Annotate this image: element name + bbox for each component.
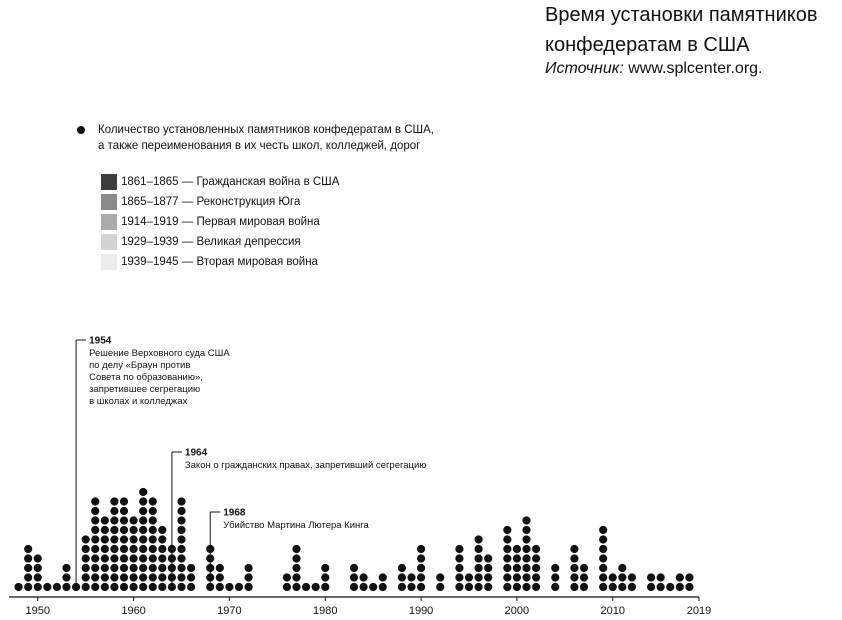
monument-dot [513, 573, 521, 581]
monument-dot [168, 545, 176, 553]
monument-dot [34, 554, 42, 562]
monument-dot [72, 583, 80, 591]
monument-dot [657, 573, 665, 581]
monument-dot [120, 526, 128, 534]
monument-dot [580, 573, 588, 581]
monument-dot [474, 583, 482, 591]
monument-dot [139, 554, 147, 562]
chart-title-line-1: Время установки памятников [545, 4, 818, 26]
chart-description-line-2: а также переименования в их честь школ, колледжей, дорог [98, 140, 421, 152]
monument-dot [647, 573, 655, 581]
monument-dot [91, 507, 99, 515]
monument-dot [34, 573, 42, 581]
monument-dot [436, 583, 444, 591]
legend-label: 1861–1865 — Гражданская война в США [121, 176, 340, 188]
monument-dot [177, 573, 185, 581]
annotation-year: 1968 [223, 507, 246, 519]
monument-dot [24, 554, 32, 562]
annotation-year: 1954 [89, 335, 112, 347]
monument-dot [120, 583, 128, 591]
monument-dot [101, 583, 109, 591]
monument-dot [168, 564, 176, 572]
monument-dot [110, 535, 118, 543]
monument-dot [599, 526, 607, 534]
monument-dot [676, 573, 684, 581]
monument-dot [216, 583, 224, 591]
monument-dot [158, 564, 166, 572]
monument-dot [522, 583, 530, 591]
monument-dot [532, 564, 540, 572]
monument-dot [292, 564, 300, 572]
monument-dot [149, 583, 157, 591]
monument-dot [599, 583, 607, 591]
monument-dot [82, 583, 90, 591]
monument-dot [685, 583, 693, 591]
monument-dot [474, 573, 482, 581]
monument-dot [139, 516, 147, 524]
monument-dot [110, 526, 118, 534]
monument-dot [120, 573, 128, 581]
monument-dot [139, 488, 147, 496]
monument-dot [666, 583, 674, 591]
x-axis-tick-label: 2010 [600, 605, 625, 617]
monument-dot [53, 583, 61, 591]
annotation-text: Убийство Мартина Лютера Кинга [223, 520, 369, 531]
monument-dot [149, 545, 157, 553]
x-axis-tick-label: 2000 [504, 605, 530, 617]
monument-dot [657, 583, 665, 591]
monument-dot [187, 573, 195, 581]
monument-dot [398, 583, 406, 591]
monument-dot [158, 554, 166, 562]
monument-dot [206, 564, 214, 572]
monument-dot [82, 573, 90, 581]
monument-dot [532, 573, 540, 581]
monument-dot [628, 573, 636, 581]
legend-label: 1914–1919 — Первая мировая война [121, 216, 320, 228]
monument-dot [532, 554, 540, 562]
monument-dot [43, 583, 51, 591]
monument-dot [628, 583, 636, 591]
monument-dot [407, 583, 415, 591]
x-axis-tick-label: 2019 [686, 605, 712, 617]
monument-dot [417, 554, 425, 562]
monument-dot [139, 573, 147, 581]
monument-dot [503, 583, 511, 591]
monument-dot [522, 554, 530, 562]
monument-dot [455, 554, 463, 562]
monument-dot [609, 583, 617, 591]
monument-dot [532, 545, 540, 553]
monument-dot [120, 507, 128, 515]
monument-dot [82, 554, 90, 562]
monument-dot [110, 516, 118, 524]
monument-dot [82, 535, 90, 543]
monument-dot [513, 554, 521, 562]
monument-dot [139, 526, 147, 534]
monument-dot [551, 573, 559, 581]
monument-dot [350, 564, 358, 572]
x-axis-tick-label: 1950 [25, 605, 50, 617]
monument-dot [580, 583, 588, 591]
monument-dot [139, 545, 147, 553]
monument-dot [503, 535, 511, 543]
monument-dot [522, 516, 530, 524]
monument-dot [455, 583, 463, 591]
monument-dot [455, 573, 463, 581]
source-value: www.splcenter.org. [628, 60, 763, 77]
monument-dot [321, 573, 329, 581]
annotation-text: Совета по образованию», [89, 372, 203, 383]
monument-dot [455, 545, 463, 553]
monument-dot [91, 497, 99, 505]
monument-dot [129, 554, 137, 562]
monument-dot [484, 564, 492, 572]
monument-dot [513, 583, 521, 591]
monument-dot [522, 573, 530, 581]
monument-dot [321, 583, 329, 591]
monument-dot [177, 554, 185, 562]
monument-dot [570, 564, 578, 572]
monument-dot [513, 564, 521, 572]
monument-dot [168, 583, 176, 591]
monument-dot [149, 507, 157, 515]
monument-dot [129, 516, 137, 524]
monument-dot [129, 545, 137, 553]
monument-dot [101, 545, 109, 553]
monument-dot [522, 535, 530, 543]
monument-dot [91, 583, 99, 591]
monument-dot [283, 583, 291, 591]
chart-title-line-2: конфедератам в США [545, 34, 750, 56]
monument-dot [465, 583, 473, 591]
monument-dot [283, 573, 291, 581]
annotation-text: запретившее сегрегацию [89, 384, 201, 395]
monument-dot [149, 564, 157, 572]
monument-dot [599, 573, 607, 581]
monument-dot [206, 583, 214, 591]
monument-dot [321, 564, 329, 572]
monument-dot [398, 564, 406, 572]
monument-dot [101, 573, 109, 581]
monument-dot [120, 497, 128, 505]
monument-dot [618, 573, 626, 581]
monument-dot [120, 545, 128, 553]
monument-dot [168, 554, 176, 562]
monument-dot [149, 497, 157, 505]
monument-dot [120, 516, 128, 524]
monument-dot [62, 573, 70, 581]
monument-dot [503, 545, 511, 553]
monument-dot [101, 516, 109, 524]
monument-dot [465, 573, 473, 581]
monument-dot [359, 583, 367, 591]
monument-dot [149, 573, 157, 581]
monument-dot [417, 573, 425, 581]
monument-dot [91, 564, 99, 572]
annotation-text: в школах и колледжах [89, 396, 188, 407]
annotation-text: Закон о гражданских правах, запретивший сегрегацию [184, 460, 427, 471]
monument-dot [216, 564, 224, 572]
monument-dot [503, 564, 511, 572]
monument-dot [359, 573, 367, 581]
monument-dot [62, 564, 70, 572]
monument-dot [34, 583, 42, 591]
monument-dot [91, 573, 99, 581]
monument-dot [129, 564, 137, 572]
monument-dot [149, 516, 157, 524]
monument-dot [91, 554, 99, 562]
monument-dot [522, 564, 530, 572]
monument-dot [91, 535, 99, 543]
monument-dot [110, 545, 118, 553]
legend-label: 1929–1939 — Великая депрессия [121, 236, 301, 248]
monument-dot [110, 564, 118, 572]
monument-dot [187, 583, 195, 591]
monument-dot [168, 573, 176, 581]
monument-dot [647, 583, 655, 591]
monument-dot [110, 573, 118, 581]
monument-dot [177, 526, 185, 534]
x-axis-tick-label: 1960 [121, 605, 146, 617]
monument-dot [129, 583, 137, 591]
monument-dot [312, 583, 320, 591]
monument-dot [484, 573, 492, 581]
monument-dot [91, 545, 99, 553]
monument-dot [379, 583, 387, 591]
monument-dot [503, 526, 511, 534]
monument-dot [177, 507, 185, 515]
monument-dot [82, 564, 90, 572]
chart-description-line-1: Количество установленных памятников конфедератам в США, [98, 124, 434, 136]
monument-dot [618, 564, 626, 572]
monument-dot [484, 554, 492, 562]
annotation-text: по делу «Браун против [89, 360, 191, 371]
monument-dot [599, 535, 607, 543]
monument-dot [398, 573, 406, 581]
monument-dot [206, 545, 214, 553]
monument-dot [244, 583, 252, 591]
monument-dot [551, 583, 559, 591]
monument-dot [417, 545, 425, 553]
x-axis-tick-label: 1990 [408, 605, 434, 617]
monument-dot [110, 554, 118, 562]
monument-dot [177, 535, 185, 543]
monument-dot [484, 583, 492, 591]
monument-dot [177, 497, 185, 505]
monument-dot [599, 554, 607, 562]
monument-dot [407, 573, 415, 581]
monument-dot [522, 545, 530, 553]
monument-dot [14, 583, 22, 591]
monument-dot [129, 535, 137, 543]
monument-dot [503, 554, 511, 562]
monument-dot [187, 564, 195, 572]
monument-dot [177, 545, 185, 553]
monument-dot [62, 583, 70, 591]
monument-dot [474, 564, 482, 572]
monument-dot [139, 497, 147, 505]
monument-dot [101, 554, 109, 562]
monument-dot [149, 535, 157, 543]
monument-dot [158, 573, 166, 581]
monument-dot [570, 583, 578, 591]
monument-dot [292, 545, 300, 553]
x-axis-tick-label: 1970 [217, 605, 242, 617]
monument-dot [129, 573, 137, 581]
monument-dot [139, 583, 147, 591]
monument-dot [379, 573, 387, 581]
monument-dot [24, 583, 32, 591]
monument-dot [24, 564, 32, 572]
monument-dot [609, 573, 617, 581]
monument-dot [436, 573, 444, 581]
monument-dot [455, 564, 463, 572]
monument-dot [139, 535, 147, 543]
monument-dot [570, 545, 578, 553]
monument-dot [110, 497, 118, 505]
monument-dot [685, 573, 693, 581]
monument-dot [34, 564, 42, 572]
monument-dot [120, 554, 128, 562]
monument-dot [177, 516, 185, 524]
monument-dot [522, 526, 530, 534]
monument-dot [292, 554, 300, 562]
monument-dot [91, 516, 99, 524]
monument-dot [149, 554, 157, 562]
monument-dot [101, 526, 109, 534]
source-label: Источник: [545, 60, 624, 77]
monument-dot [101, 535, 109, 543]
monument-dot [350, 573, 358, 581]
monument-dot [120, 535, 128, 543]
monument-dot [158, 583, 166, 591]
monument-dot [292, 573, 300, 581]
monument-dot [244, 573, 252, 581]
monument-dot [474, 545, 482, 553]
monument-dot [244, 564, 252, 572]
monument-dot [570, 573, 578, 581]
monument-dot [91, 526, 99, 534]
legend-label: 1865–1877 — Реконструкция Юга [121, 196, 301, 208]
monument-dot [206, 554, 214, 562]
monument-dot [503, 573, 511, 581]
legend-label: 1939–1945 — Вторая мировая война [121, 256, 318, 268]
monument-dot [177, 583, 185, 591]
monument-dot [513, 545, 521, 553]
x-axis-tick-label: 1980 [313, 605, 338, 617]
monument-dot [369, 583, 377, 591]
monument-dot [158, 545, 166, 553]
monument-dot [101, 564, 109, 572]
monument-dot [618, 583, 626, 591]
monument-dot [120, 564, 128, 572]
monument-dot [570, 554, 578, 562]
monument-dot [158, 526, 166, 534]
monument-dot [206, 573, 214, 581]
monument-dot [474, 535, 482, 543]
monument-dot [139, 564, 147, 572]
monument-dot [676, 583, 684, 591]
monument-dot [158, 535, 166, 543]
monument-dot [225, 583, 233, 591]
monument-dot [532, 583, 540, 591]
monument-dot [110, 583, 118, 591]
monument-dot [139, 507, 147, 515]
annotation-text: Решение Верховного суда США [89, 348, 230, 359]
monument-dot [350, 583, 358, 591]
annotation-year: 1964 [184, 447, 208, 459]
monument-dot [599, 545, 607, 553]
monument-dot [110, 507, 118, 515]
monument-dot [177, 564, 185, 572]
monument-dot [580, 564, 588, 572]
monument-dot [149, 526, 157, 534]
monument-dot [24, 545, 32, 553]
monument-dot [302, 583, 310, 591]
monument-dot [235, 583, 243, 591]
monument-dot [417, 583, 425, 591]
monument-dot [551, 564, 559, 572]
monument-dot [216, 573, 224, 581]
monument-dot [474, 554, 482, 562]
monument-dot [417, 564, 425, 572]
monument-dot [292, 583, 300, 591]
monument-dot [82, 545, 90, 553]
monument-dot [129, 526, 137, 534]
monument-dot [599, 564, 607, 572]
monument-dot [24, 573, 32, 581]
